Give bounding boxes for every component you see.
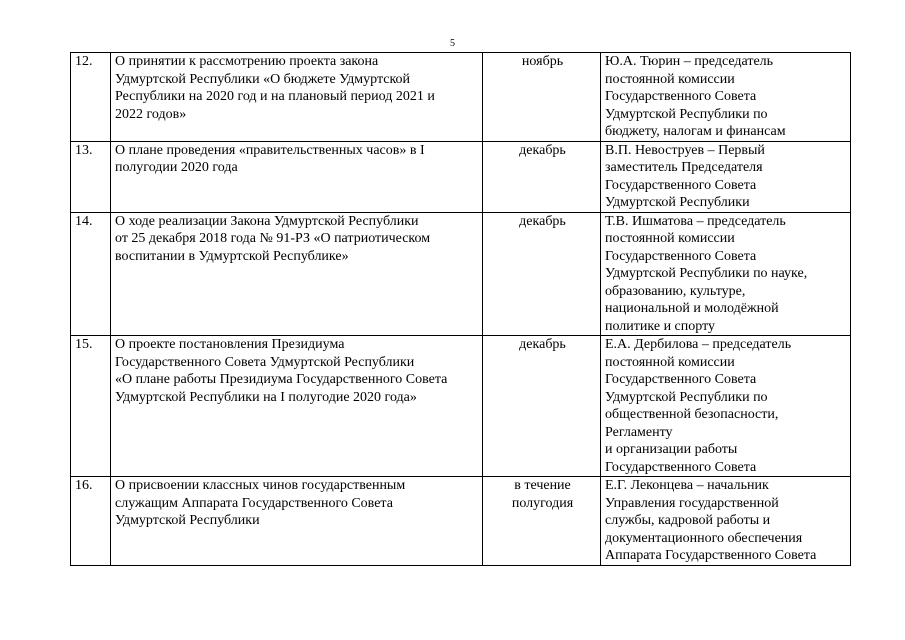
item-responsible-line: Т.В. Ишматова – председатель — [605, 213, 786, 229]
item-responsible-line: Государственного Совета — [605, 89, 757, 104]
item-deadline-text: ноябрь — [521, 54, 564, 69]
item-responsible-line: постоянной комиссии — [605, 71, 735, 87]
item-responsible-line: Управления государственной — [605, 495, 779, 511]
page-number: 5 — [450, 38, 455, 49]
item-responsible-line: Е.А. Дербилова – председатель — [605, 337, 792, 352]
item-responsible-line: Ю.А. Тюрин – председатель — [605, 54, 774, 69]
item-responsible-line: политике и спорту — [605, 318, 716, 334]
item-number: 16. — [71, 477, 111, 566]
item-deadline — [483, 336, 601, 477]
item-title — [111, 141, 483, 212]
item-responsible-line: национальной и молодёжной — [605, 301, 779, 316]
item-responsible-line: Е.Г. Леконцева – начальник — [605, 478, 769, 493]
item-title-line: воспитании в Удмуртской Республике» — [115, 248, 349, 264]
table-row — [71, 336, 851, 477]
item-number: 12. — [71, 53, 111, 142]
item-title-line: Государственного Совета Удмуртской Республики — [115, 354, 415, 370]
item-title-line: О плане проведения «правительственных часов» в I — [115, 142, 425, 158]
item-responsible-line: заместитель Председателя — [605, 160, 763, 175]
work-plan-table — [70, 52, 851, 566]
item-deadline-text: декабрь — [519, 213, 566, 229]
item-responsible-line: общественной безопасности, — [605, 407, 779, 422]
item-responsible-line: постоянной комиссии — [605, 354, 735, 370]
table-row — [71, 141, 851, 212]
item-responsible-line: Удмуртской Республики — [605, 195, 750, 210]
item-responsible — [601, 477, 851, 566]
item-number: 15. — [71, 336, 111, 477]
item-title-line: «О плане работы Президиума Государственного Совета — [115, 372, 448, 387]
item-responsible-line: образованию, культуре, — [605, 283, 746, 299]
item-responsible-line: Удмуртской Республики по — [605, 389, 768, 405]
item-responsible — [601, 141, 851, 212]
item-deadline — [483, 477, 601, 566]
item-responsible — [601, 336, 851, 477]
item-title-line: Удмуртской Республики «О бюджете Удмуртской — [115, 71, 411, 87]
item-responsible — [601, 212, 851, 336]
item-deadline-text: декабрь — [519, 142, 566, 158]
item-responsible — [601, 53, 851, 142]
item-responsible-line: Государственного Совета — [605, 459, 757, 475]
item-responsible-line: службы, кадровой работы и — [605, 513, 771, 528]
work-plan-table-body — [71, 53, 851, 566]
item-title-line: О принятии к рассмотрению проекта закона — [115, 54, 379, 69]
table-row — [71, 477, 851, 566]
item-responsible-line: Удмуртской Республики по науке, — [605, 266, 808, 281]
table-row — [71, 212, 851, 336]
item-responsible-line: Государственного Совета — [605, 248, 757, 264]
item-title-line: О присвоении классных чинов государственным — [115, 478, 406, 493]
item-title — [111, 212, 483, 336]
item-responsible-line: и организации работы — [605, 442, 738, 457]
item-title-line: Удмуртской Республики на I полугодие 2020 года» — [115, 389, 417, 405]
item-responsible-line: В.П. Невоструев – Первый — [605, 142, 765, 158]
item-responsible-line: Удмуртской Республики по — [605, 106, 768, 122]
item-deadline-text: в течение полугодия — [511, 478, 574, 511]
item-title — [111, 336, 483, 477]
item-title-line: О ходе реализации Закона Удмуртской Республики — [115, 213, 419, 229]
item-number: 14. — [71, 212, 111, 336]
item-responsible-line: бюджету, налогам и финансам — [605, 124, 786, 139]
item-deadline-text: декабрь — [519, 337, 566, 352]
item-title-line: О проекте постановления Президиума — [115, 337, 345, 352]
item-title-line: Республики на 2020 год и на плановый период 2021 и — [115, 89, 435, 104]
item-deadline — [483, 141, 601, 212]
item-responsible-line: документационного обеспечения — [605, 530, 803, 546]
item-title-line: Удмуртской Республики — [115, 513, 260, 528]
table-row — [71, 53, 851, 142]
item-responsible-line: Государственного Совета — [605, 177, 757, 193]
item-responsible-line: Государственного Совета — [605, 372, 757, 387]
item-title — [111, 477, 483, 566]
item-responsible-line: постоянной комиссии — [605, 231, 735, 246]
item-title — [111, 53, 483, 142]
item-title-line: полугодии 2020 года — [115, 160, 238, 175]
item-deadline — [483, 53, 601, 142]
item-title-line: от 25 декабря 2018 года № 91-РЗ «О патриотическом — [115, 231, 431, 246]
item-deadline — [483, 212, 601, 336]
item-responsible-line: Аппарата Государственного Совета — [605, 548, 817, 563]
item-title-line: служащим Аппарата Государственного Совета — [115, 495, 393, 511]
item-title-line: 2022 годов» — [115, 106, 187, 122]
item-responsible-line: Регламенту — [605, 424, 673, 440]
item-number: 13. — [71, 141, 111, 212]
